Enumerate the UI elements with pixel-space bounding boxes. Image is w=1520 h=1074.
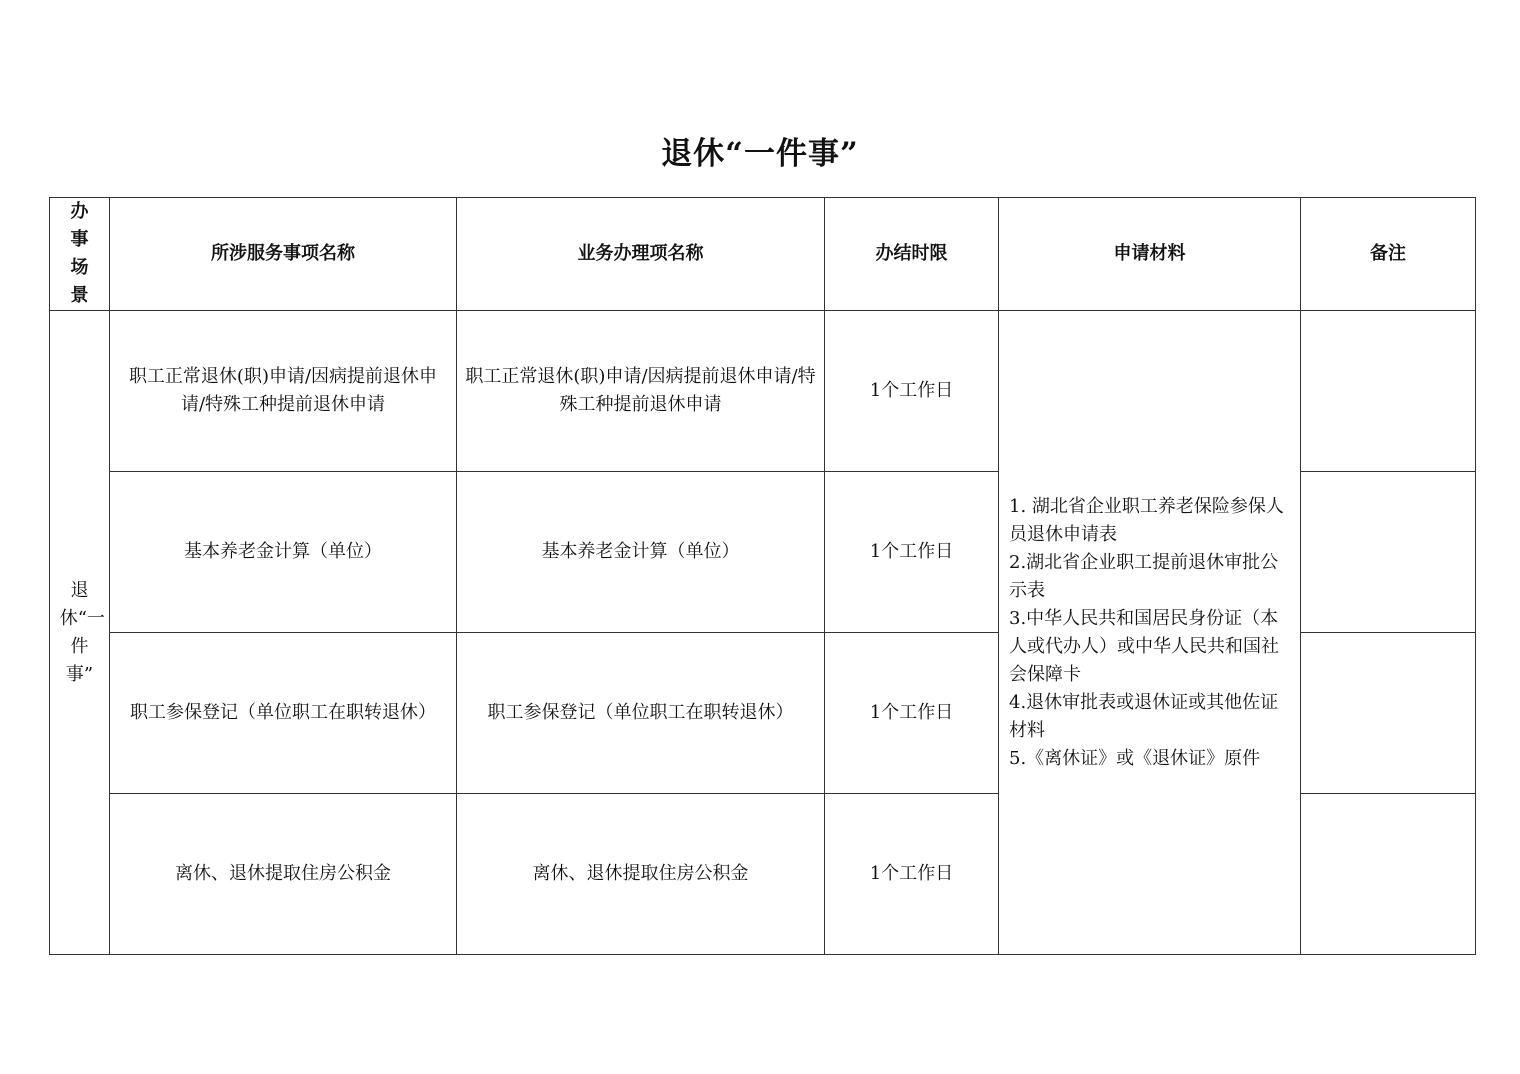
business-item-text: 职工参保登记（单位职工在职转退休） — [487, 702, 794, 723]
service-item-cell — [110, 794, 457, 955]
header-scene-label: 办事场景 — [70, 201, 89, 306]
header-business-item: 业务办理项名称 — [457, 198, 825, 311]
header-time-limit: 办结时限 — [825, 198, 999, 311]
service-item-text: 基本养老金计算（单位） — [184, 541, 382, 562]
time-limit-cell: 1个工作日 — [825, 311, 999, 472]
material-item: 3.中华人民共和国居民身份证（本人或代办人）或中华人民共和国社会保障卡 — [1009, 607, 1279, 685]
material-item: 5.《离休证》或《退休证》原件 — [1009, 747, 1261, 769]
table-row — [50, 311, 1476, 472]
business-item-text: 职工正常退休(职)申请/因病提前退休申请/特殊工种提前退休申请 — [465, 366, 816, 415]
page-title: 退休“一件事” — [661, 136, 859, 172]
table-header-row — [50, 198, 1476, 311]
time-limit-cell: 1个工作日 — [825, 472, 999, 633]
business-item-cell — [457, 311, 825, 472]
remarks-cell — [1301, 794, 1476, 955]
scene-label: 退休“一件事” — [59, 579, 105, 685]
service-item-cell — [110, 311, 457, 472]
remarks-cell — [1301, 633, 1476, 794]
service-item-text: 离休、退休提取住房公积金 — [175, 863, 391, 884]
business-item-cell — [457, 794, 825, 955]
service-item-text: 职工参保登记（单位职工在职转退休） — [130, 702, 436, 723]
header-remarks: 备注 — [1301, 198, 1476, 311]
scene-cell — [50, 311, 110, 955]
material-item: 1. 湖北省企业职工养老保险参保人员退休申请表 — [1009, 495, 1284, 545]
time-limit-cell: 1个工作日 — [825, 794, 999, 955]
service-item-text: 职工正常退休(职)申请/因病提前退休申请/特殊工种提前退休申请 — [128, 366, 438, 415]
materials-cell — [999, 311, 1301, 955]
material-item: 4.退休审批表或退休证或其他佐证材料 — [1009, 691, 1279, 741]
material-item: 2.湖北省企业职工提前退休审批公示表 — [1009, 551, 1279, 601]
business-item-text: 离休、退休提取住房公积金 — [532, 863, 749, 884]
header-scene — [50, 198, 110, 311]
header-service-item: 所涉服务事项名称 — [110, 198, 457, 311]
header-materials: 申请材料 — [999, 198, 1301, 311]
business-item-cell — [457, 472, 825, 633]
business-item-cell — [457, 633, 825, 794]
service-item-cell — [110, 472, 457, 633]
retirement-service-table — [49, 197, 1476, 955]
remarks-cell — [1301, 472, 1476, 633]
remarks-cell — [1301, 311, 1476, 472]
service-item-cell — [110, 633, 457, 794]
time-limit-cell: 1个工作日 — [825, 633, 999, 794]
business-item-text: 基本养老金计算（单位） — [541, 541, 740, 562]
